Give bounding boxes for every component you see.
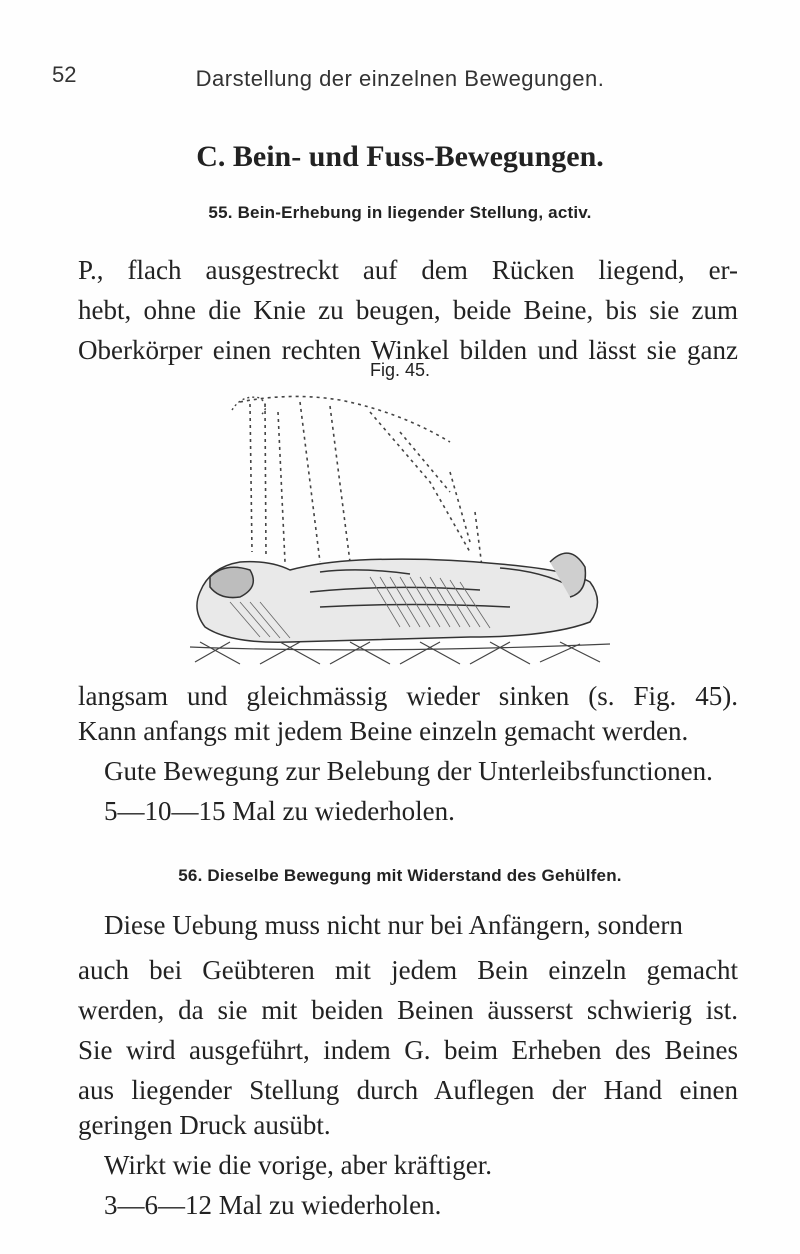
paragraph-line: langsam und gleichmässig wieder sinken (s. Fig. 45). [78,681,738,711]
paragraph-line: hebt, ohne die Knie zu beugen, beide Beine, bis sie zum [78,295,738,325]
paragraph-line: Kann anfangs mit jedem Beine einzeln gemacht werden. [78,716,689,746]
paragraph-line: Sie wird ausgeführt, indem G. beim Erheben des Beines [78,1035,738,1065]
paragraph-line: Oberkörper einen rechten Winkel bilden und lässt sie ganz [78,335,738,365]
paragraph-line: Wirkt wie die vorige, aber kräftiger. [104,1150,493,1180]
page-number: 52 [52,62,77,87]
exercise-56-heading: 56. Dieselbe Bewegung mit Widerstand des Gehülfen. [178,866,622,885]
figure-45-illustration [170,392,630,672]
paragraph-line: 5—10—15 Mal zu wiederholen. [104,796,455,826]
running-head: Darstellung der einzelnen Bewegungen. [195,66,605,91]
paragraph-line: Diese Uebung muss nicht nur bei Anfängern, sondern [104,910,683,940]
paragraph-line: 3—6—12 Mal zu wiederholen. [104,1190,442,1220]
paragraph-line: geringen Druck ausübt. [78,1110,331,1140]
exercise-55-heading: 55. Bein-Erhebung in liegender Stellung, activ. [208,203,592,222]
paragraph-line: auch bei Geübteren mit jedem Bein einzeln gemacht [78,955,738,985]
paragraph-line: werden, da sie mit beiden Beinen äusserst schwierig ist. [78,995,738,1025]
section-title: C. Bein- und Fuss-Bewegungen. [196,140,604,173]
paragraph-line: P., flach ausgestreckt auf dem Rücken liegend, er- [78,255,738,285]
figure-caption: Fig. 45. [369,360,431,380]
paragraph-line: Gute Bewegung zur Belebung der Unterleibsfunctionen. [104,756,713,786]
paragraph-line: aus liegender Stellung durch Auflegen der Hand einen [78,1075,738,1105]
